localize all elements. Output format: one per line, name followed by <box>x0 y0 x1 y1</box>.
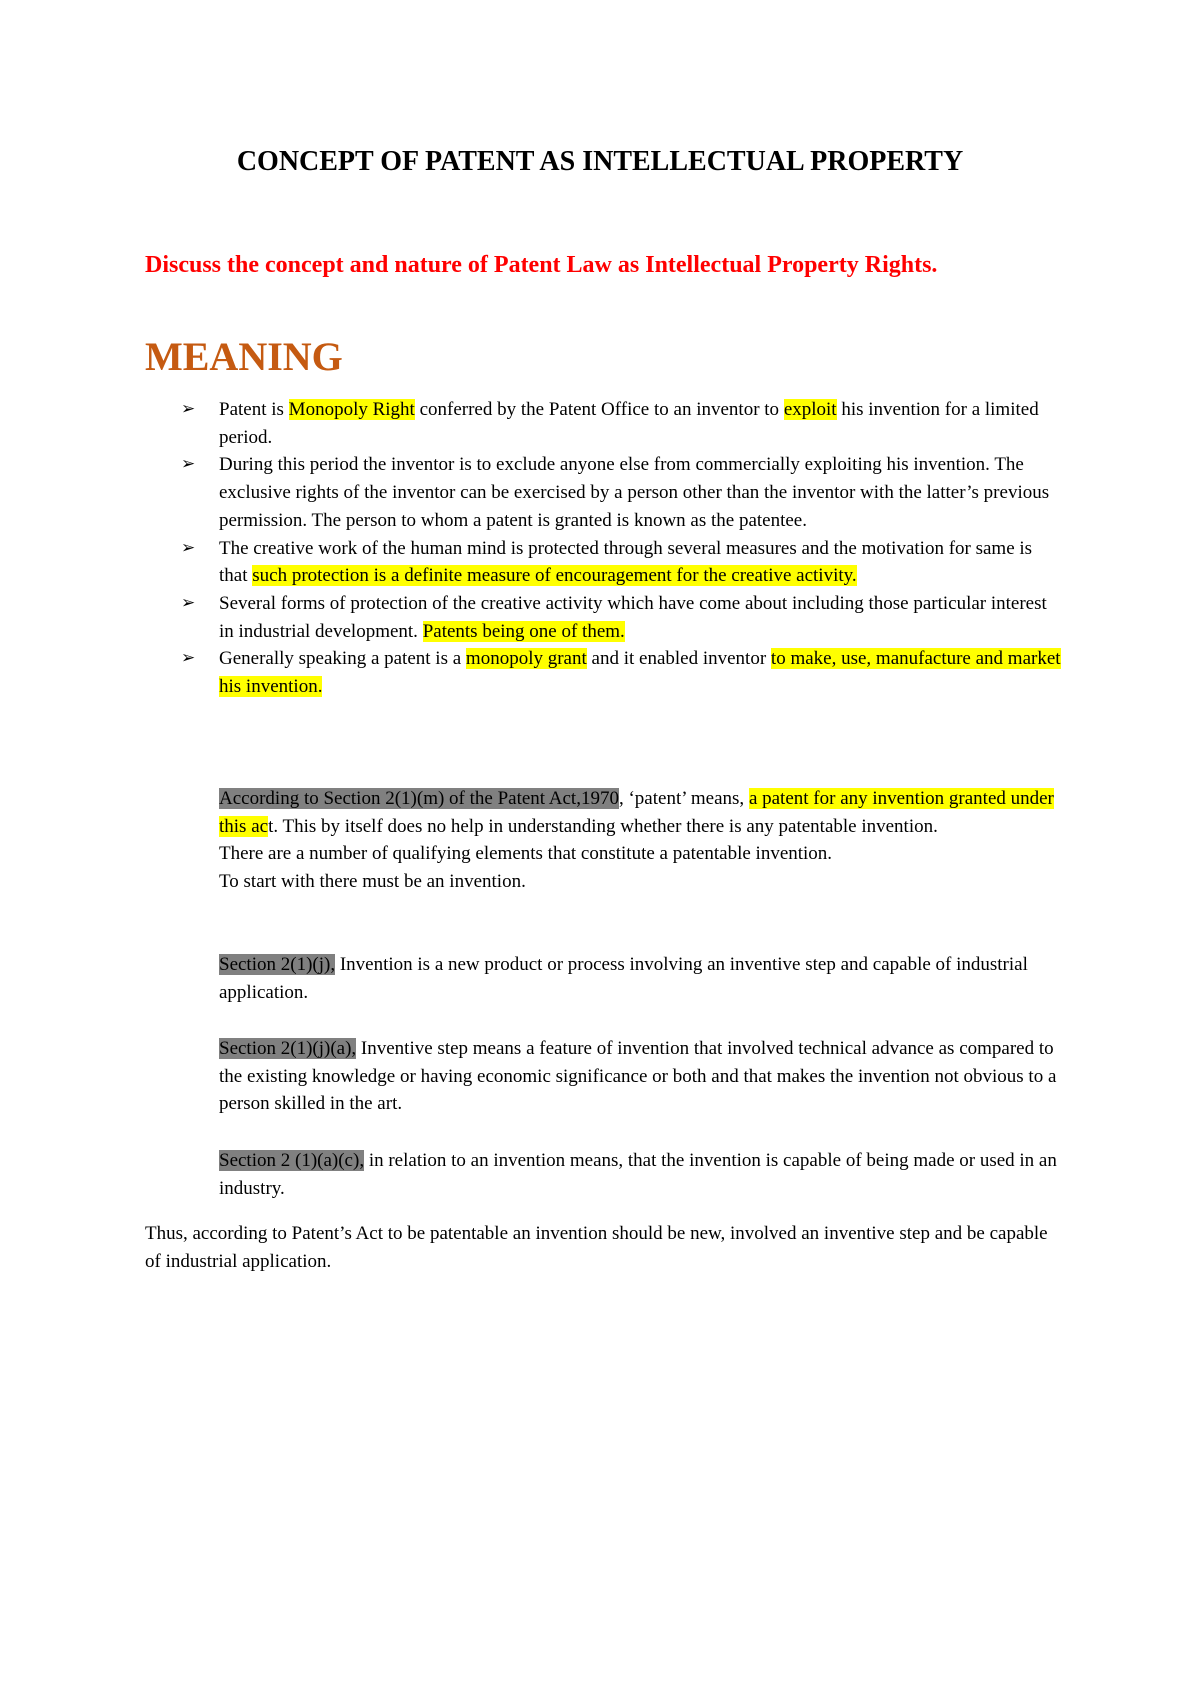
bullet-text: Several forms of protection of the creative activity which have come about including those particular interest in industrial development. <box>219 592 1047 642</box>
list-item <box>145 645 1065 700</box>
section-reference: Section 2(1)(j)(a), <box>219 1038 357 1059</box>
bullet-text: Patent is <box>219 399 289 420</box>
definition-text: Invention is a new product or process involving an inventive step and capable of industrial application. <box>219 954 1028 1003</box>
definition-text <box>219 785 1069 840</box>
arrow-bullet-icon: ➢ <box>181 648 196 669</box>
arrow-bullet-icon: ➢ <box>181 592 196 613</box>
definition-text: To start with there must be an invention. <box>219 871 526 893</box>
meaning-bullet-list <box>145 396 1065 701</box>
meaning-heading: MEANING <box>145 334 343 379</box>
section-2-1-a-c-paragraph <box>219 1147 1069 1202</box>
highlighted-text: a patent for any invention granted under this ac <box>219 788 1054 837</box>
bullet-text: During this period the inventor is to exclude anyone else from commercially exploiting his invention. The exclusive rights of the inventor can be exercised by a person other than the inventor with the latter’s previous permission. The person to whom a patent is granted is known as the patentee. <box>219 454 1050 531</box>
list-item <box>145 535 1065 590</box>
section-2-1-m-paragraph <box>219 785 1069 896</box>
conclusion-paragraph: Thus, according to Patent’s Act to be patentable an invention should be new, involved an inventive step and be capable of industrial application. <box>145 1223 1048 1272</box>
bullet-text: and it enabled inventor <box>586 648 771 670</box>
list-item <box>145 396 1065 451</box>
discussion-question: Discuss the concept and nature of Patent Law as Intellectual Property Rights. <box>145 252 938 278</box>
section-2-1-j-paragraph <box>219 951 1069 1006</box>
definition-text: in relation to an invention means, that the invention is capable of being made or used in an industry. <box>219 1150 1057 1199</box>
section-reference: Section 2 (1)(a)(c), <box>219 1150 365 1171</box>
arrow-bullet-icon: ➢ <box>181 454 196 475</box>
definition-text: , ‘patent’ means, <box>618 788 749 809</box>
bullet-text: The creative work of the human mind is protected through several measures and the motivation for same is that <box>219 537 1033 587</box>
highlighted-text: to make, use, manufacture and market his invention. <box>219 648 1061 698</box>
arrow-bullet-icon: ➢ <box>181 537 196 558</box>
definition-text: There are a number of qualifying elements that constitute a patentable invention. <box>219 843 833 865</box>
section-reference: Section 2(1)(j), <box>219 954 336 975</box>
bullet-text: his invention for a limited period. <box>219 399 1039 448</box>
definition-text: t. This by itself does no help in understanding whether there is any patentable invention. <box>268 815 938 837</box>
section-reference: According to Section 2(1)(m) of the Patent Act,1970 <box>219 788 619 809</box>
arrow-bullet-icon: ➢ <box>181 399 196 419</box>
section-2-1-j-a-paragraph <box>219 1035 1069 1118</box>
bullet-text: conferred by the Patent Office to an inventor to <box>414 399 784 420</box>
list-item <box>145 590 1065 645</box>
highlighted-text: monopoly grant <box>465 648 587 670</box>
list-item <box>145 451 1065 534</box>
definition-text: Inventive step means a feature of invention that involved technical advance as compared to the existing knowledge or having economic significance or both and that makes the invention not obvious to a person skilled in the art. <box>219 1038 1057 1115</box>
document-title: CONCEPT OF PATENT AS INTELLECTUAL PROPERTY <box>236 146 964 177</box>
highlighted-text: Monopoly Right <box>288 399 415 420</box>
highlighted-text: such protection is a definite measure of encouragement for the creative activity. <box>252 565 857 587</box>
highlighted-text: exploit <box>783 399 837 420</box>
bullet-text: Generally speaking a patent is a <box>219 648 466 670</box>
highlighted-text: Patents being one of them. <box>422 620 625 642</box>
